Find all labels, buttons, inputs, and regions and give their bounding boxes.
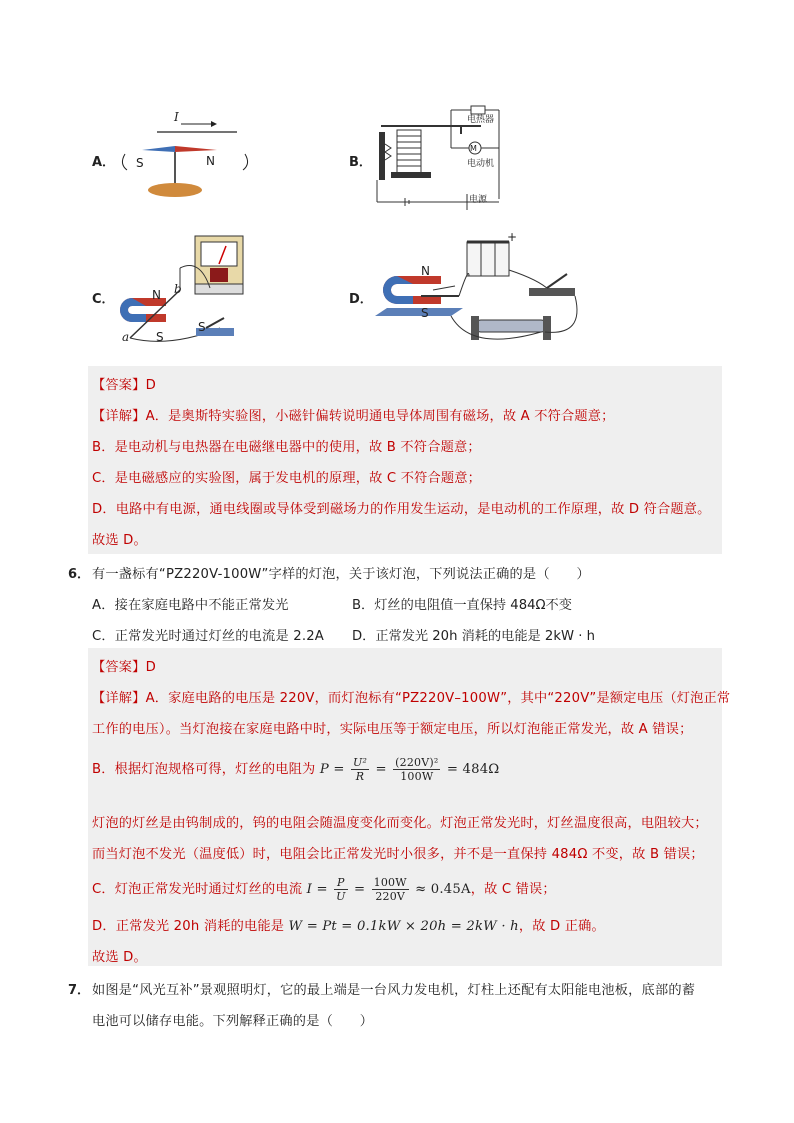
answer-tag: 【答案】 (92, 660, 146, 675)
option-c-label: C． (92, 292, 115, 307)
motor-symbol-label: M (470, 144, 477, 153)
q5-detail-line-2: B．是电动机与电热器在电磁继电器中的使用，故 B 不符合题意； (92, 440, 481, 455)
q6-option-a: A．接在家庭电路中不能正常发光 (92, 598, 289, 613)
option-c-figure (92, 232, 252, 352)
q7-number: 7． (68, 983, 91, 998)
detail-text: A．家庭电路的电压是 220V，而灯泡标有“PZ220V–100W”，其中“220V”是额定电压（灯泡正常 (145, 691, 731, 706)
option-d-figure (349, 230, 589, 360)
formula-energy: W = Pt = 0.1kW × 20h = 2kW · h (288, 919, 519, 934)
q5-answer-line (92, 374, 156, 393)
exp-d-suffix: ，故 D 正确。 (518, 919, 605, 934)
motor-label: 电动机 (467, 159, 495, 169)
wire-a-label: a (122, 330, 130, 344)
exp-c-prefix: C．灯泡正常发光时通过灯丝的电流 (92, 882, 303, 897)
formula-i: I (306, 882, 313, 897)
pole-n-label: N (206, 154, 215, 168)
magnet-s-label-d: S (421, 306, 429, 320)
q6-exp-b-line-2: 灯泡的灯丝是由钨制成的，钨的电阻会随温度变化而变化。灯泡正常发光时，灯丝温度很高，电阻较大； (92, 816, 708, 831)
q6-exp-d-line (92, 915, 605, 934)
q5-detail-line-4: D．电路中有电源，通电线圈或导体受到磁场力的作用发生运动，是电动机的工作原理，故 D 符合题意。 (92, 502, 711, 517)
q6-final-answer: 故选 D。 (92, 950, 147, 965)
q7-stem-line-2: 电池可以储存电能。下列解释正确的是（ ） (92, 1014, 374, 1029)
fraction-220-100: $\frac{\text{(220V)²}}{100W}$ (395, 756, 439, 783)
option-d-label: D． (349, 292, 373, 307)
answer-tag: 【答案】 (92, 378, 146, 393)
formula-result: ≈ 0.45A (415, 882, 471, 897)
exp-c-suffix: ，故 C 错误； (470, 882, 556, 897)
q6-exp-a-line-1 (92, 687, 730, 706)
pole-s-label: S (136, 156, 144, 170)
answer-value: D (145, 378, 156, 393)
fraction-u2-r: $\frac{\text{U²}}{R}$ (352, 756, 368, 783)
magnet-n-label-d: N (421, 264, 430, 278)
option-a-label: A． (92, 155, 116, 170)
motor-principle-figure (371, 230, 586, 360)
q5-detail-line-1 (92, 405, 615, 424)
q6-stem: 有一盏标有“PZ220V-100W”字样的灯泡，关于该灯泡，下列说法正确的是（ ） (92, 567, 590, 582)
q6-number: 6． (68, 567, 91, 582)
detail-tag: 【详解】 (92, 409, 146, 424)
option-a-figure (92, 108, 252, 203)
q7-stem-line-1: 如图是“风光互补”景观照明灯，它的最上端是一台风力发电机，灯柱上还配有太阳能电池板，底部的蓄 (92, 983, 696, 998)
fraction-p-u: $\frac{P}{U}$ (336, 876, 346, 903)
formula-result: = 484Ω (446, 762, 500, 777)
magnet-s-label: S (156, 330, 164, 344)
detail-text: A．是奥斯特实验图，小磁针偏转说明通电导体周围有磁场，故 A 不符合题意； (145, 409, 615, 424)
wire-b-label: b (174, 282, 182, 296)
q6-option-b: B．灯丝的电阻值一直保持 484Ω不变 (352, 598, 572, 613)
detail-tag: 【详解】 (92, 691, 146, 706)
option-b-figure (349, 104, 519, 214)
switch-s-label: S (198, 320, 206, 334)
exp-d-prefix: D．正常发光 20h 消耗的电能是 (92, 919, 285, 934)
heater-label: 电热器 (467, 115, 495, 125)
q5-detail-line-3: C．是电磁感应的实验图，属于发电机的原理，故 C 不符合题意； (92, 471, 482, 486)
option-b-label: B． (349, 155, 372, 170)
magnet-n-label: N (152, 288, 161, 302)
q6-exp-b-formula-line: B．根据灯泡规格可得，灯丝的电阻为 P = $\frac{\text{U²}}{R}$ = $\frac{\text{(220V)²}}{100W}$ = 484Ω (92, 756, 500, 783)
current-label: I (174, 110, 179, 124)
exp-b-prefix: B．根据灯泡规格可得，灯丝的电阻为 (92, 762, 316, 777)
power-label: 电源 (469, 195, 488, 205)
q6-answer-line (92, 656, 156, 675)
formula-p: P (319, 762, 329, 777)
fraction-100-220: $\frac{100W}{220V}$ (373, 876, 407, 903)
q5-detail-line-5: 故选 D。 (92, 533, 147, 548)
q6-option-d: D．正常发光 20h 消耗的电能是 2kW · h (352, 629, 595, 644)
q6-exp-a-line-2: 工作的电压）。当灯泡接在家庭电路中时，实际电压等于额定电压，所以灯泡能正常发光，故 A 错误； (92, 722, 693, 737)
q5-answer-block (88, 366, 722, 554)
answer-value: D (145, 660, 156, 675)
q6-exp-c-line: C．灯泡正常发光时通过灯丝的电流 I = $\frac{P}{U}$ = $\frac{100W}{220V}$ ≈ 0.45A，故 C 错误； (92, 876, 556, 903)
q6-exp-b-line-3: 而当灯泡不发光（温度低）时，电阻会比正常发光时小很多，并不是一直保持 484Ω 不变，故 B 错误； (92, 847, 704, 862)
battery-plus-label: + (507, 230, 518, 244)
q6-option-c: C．正常发光时通过灯丝的电流是 2.2A (92, 629, 325, 644)
